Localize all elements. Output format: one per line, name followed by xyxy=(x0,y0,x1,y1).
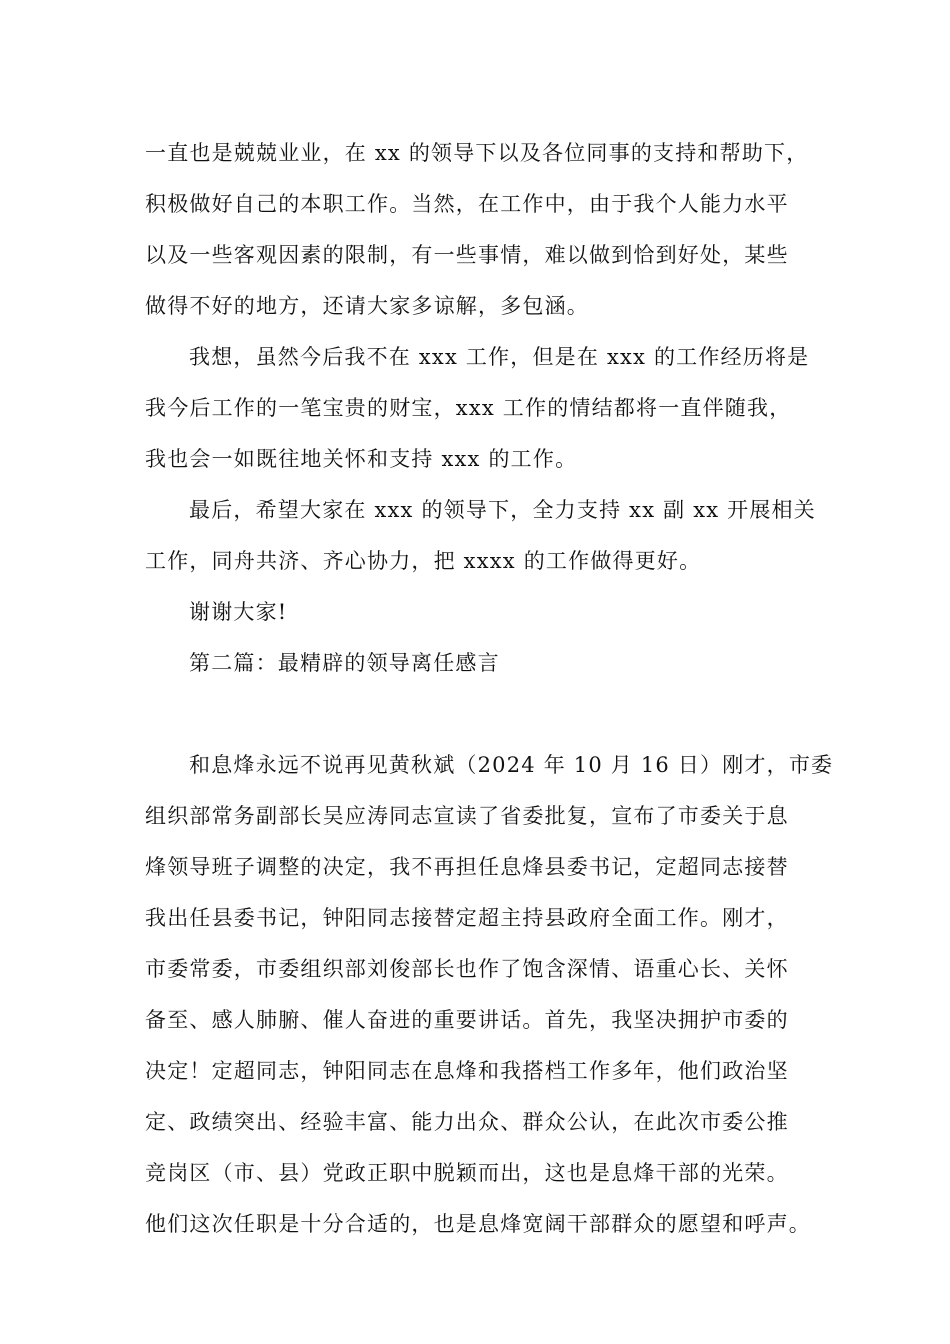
text-line: 工作，同舟共济、齐心协力，把 xxxx 的工作做得更好。 xyxy=(145,549,702,573)
text-line: 我也会一如既往地关怀和支持 xxx 的工作。 xyxy=(145,447,578,471)
text-line: 组织部常务副部长吴应涛同志宣读了省委批复，宣布了市委关于息 xyxy=(145,804,789,828)
text-line: 他们这次任职是十分合适的，也是息烽宽阔干部群众的愿望和呼声。 xyxy=(145,1212,811,1236)
text-line: 做得不好的地方，还请大家多谅解，多包涵。 xyxy=(145,294,589,318)
text-line: 烽领导班子调整的决定，我不再担任息烽县委书记，定超同志接替 xyxy=(145,855,789,879)
text-line: 我今后工作的一笔宝贵的财宝，xxx 工作的情结都将一直伴随我， xyxy=(145,396,792,420)
text-line: 竞岗区（市、县）党政正职中脱颖而出，这也是息烽干部的光荣。 xyxy=(145,1161,789,1185)
text-line: 最后，希望大家在 xxx 的领导下，全力支持 xx 副 xx 开展相关 xyxy=(189,498,816,522)
text-line: 和息烽永远不说再见黄秋斌（2024 年 10 月 16 日）刚才，市委 xyxy=(189,753,834,777)
text-line: 备至、感人肺腑、催人奋进的重要讲话。首先，我坚决拥护市委的 xyxy=(145,1008,789,1032)
paragraph-3 xyxy=(145,485,825,587)
paragraph-1 xyxy=(145,128,825,332)
section-title xyxy=(145,638,825,689)
text-line: 一直也是兢兢业业，在 xx 的领导下以及各位同事的支持和帮助下， xyxy=(145,141,809,165)
text-line: 以及一些客观因素的限制，有一些事情，难以做到恰到好处，某些 xyxy=(145,243,789,267)
paragraph-2 xyxy=(145,332,825,485)
text-line: 第二篇：最精辟的领导离任感言 xyxy=(189,651,500,675)
text-line: 市委常委，市委组织部刘俊部长也作了饱含深情、语重心长、关怀 xyxy=(145,957,789,981)
text-line: 我出任县委书记，钟阳同志接替定超主持县政府全面工作。刚才， xyxy=(145,906,789,930)
blank-spacer xyxy=(145,689,825,740)
thanks-line xyxy=(145,587,825,638)
text-line: 谢谢大家! xyxy=(189,600,288,624)
text-line: 决定！定超同志，钟阳同志在息烽和我搭档工作多年，他们政治坚 xyxy=(145,1059,789,1083)
text-line: 积极做好自己的本职工作。当然，在工作中，由于我个人能力水平 xyxy=(145,192,789,216)
text-line: 我想，虽然今后我不在 xxx 工作，但是在 xxx 的工作经历将是 xyxy=(189,345,810,369)
text-line: 定、政绩突出、经验丰富、能力出众、群众公认，在此次市委公推 xyxy=(145,1110,789,1134)
paragraph-4 xyxy=(145,740,834,1250)
document-body xyxy=(145,128,834,1250)
